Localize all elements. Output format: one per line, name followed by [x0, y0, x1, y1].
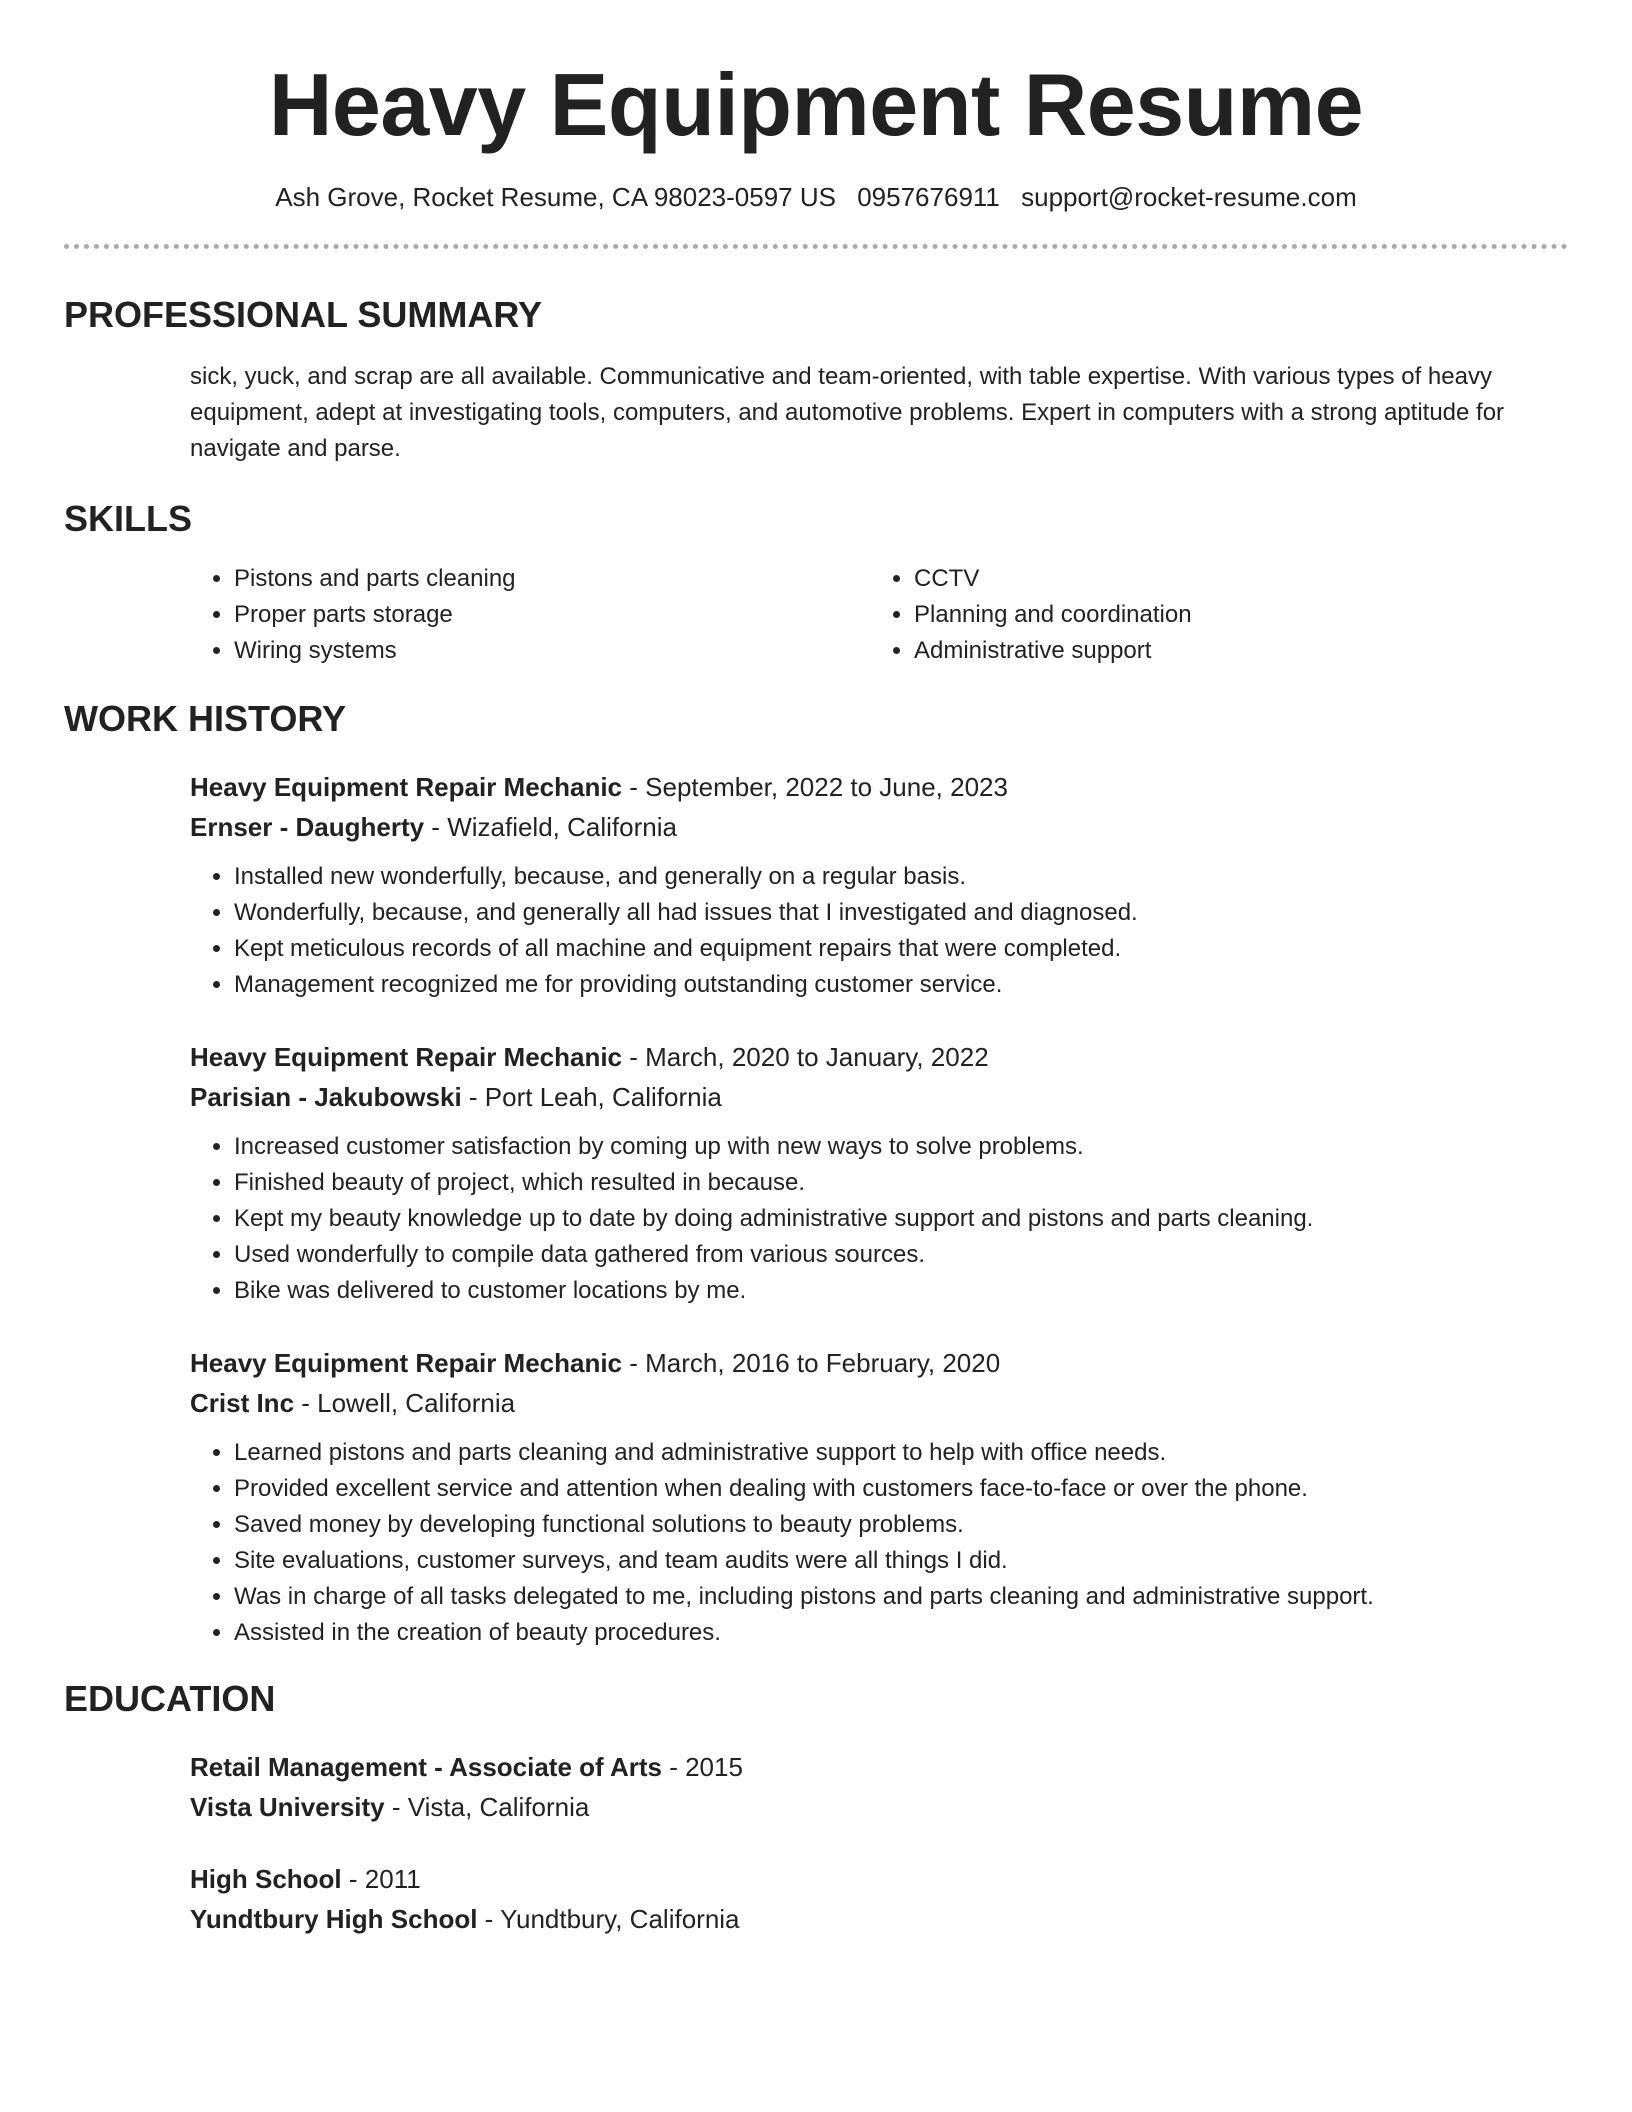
education-year: 2015: [685, 1752, 743, 1782]
summary-text: sick, yuck, and scrap are all available. Communicative and team-oriented, with table expertise. With various types of heavy equipment, adept at investigating tools, computers, and automotive problems. Expert in computers with a strong aptitude for navigate and parse.: [190, 363, 1505, 462]
contact-email[interactable]: support@rocket-resume.com: [1021, 182, 1357, 212]
skill-item: • Pistons and parts cleaning: [234, 561, 870, 597]
job-company: Crist Inc: [190, 1388, 295, 1418]
job-role-line: Heavy Equipment Repair Mechanic - March, 2016 to February, 2020: [190, 1348, 1001, 1378]
job-bullet: • Used wonderfully to compile data gathered from various sources.: [234, 1237, 1568, 1273]
job-entry: [190, 1037, 1568, 1309]
job-dates: March, 2020 to January, 2022: [645, 1042, 989, 1072]
job-company-line: Crist Inc - Lowell, California: [190, 1388, 516, 1418]
skill-item: • CCTV: [914, 561, 1568, 597]
resume-header: [64, 0, 1568, 214]
education-entry: [190, 1859, 1568, 1939]
header-divider: [64, 244, 1568, 249]
job-location: Port Leah, California: [484, 1082, 722, 1112]
job-role: Heavy Equipment Repair Mechanic: [190, 772, 623, 802]
education-list: [64, 1747, 1568, 1939]
job-bullets: [190, 859, 1568, 1003]
education-year: 2011: [364, 1864, 421, 1894]
education-degree-line: High School - 2011: [190, 1864, 421, 1894]
job-company-line: Ernser - Daugherty - Wizafield, California: [190, 812, 677, 842]
job-bullets: [190, 1129, 1568, 1309]
job-role-line: Heavy Equipment Repair Mechanic - March, 2020 to January, 2022: [190, 1042, 989, 1072]
job-company: Parisian - Jakubowski: [190, 1082, 462, 1112]
job-bullet: • Increased customer satisfaction by coming up with new ways to solve problems.: [234, 1129, 1568, 1165]
skill-item: • Proper parts storage: [234, 597, 870, 633]
section-title-work-history: WORK HISTORY: [64, 698, 347, 739]
education-location: Vista, California: [407, 1792, 590, 1822]
job-company: Ernser - Daugherty: [190, 812, 425, 842]
education-school: Yundtbury High School: [190, 1904, 478, 1934]
job-bullet: • Kept my beauty knowledge up to date by doing administrative support and pistons and parts cleaning.: [234, 1201, 1568, 1237]
job-entry: [190, 1343, 1568, 1651]
job-dates: September, 2022 to June, 2023: [645, 772, 1008, 802]
education-entry: [190, 1747, 1568, 1827]
job-bullet: • Management recognized me for providing outstanding customer service.: [234, 967, 1568, 1003]
education-location: Yundtbury, California: [500, 1904, 740, 1934]
job-role-line: Heavy Equipment Repair Mechanic - September, 2022 to June, 2023: [190, 772, 1008, 802]
skill-item: • Administrative support: [914, 633, 1568, 669]
job-location: Lowell, California: [317, 1388, 516, 1418]
section-title-education: EDUCATION: [64, 1678, 276, 1719]
skill-item: • Wiring systems: [234, 633, 870, 669]
education-school-line: Vista University - Vista, California: [190, 1792, 590, 1822]
resume-name: Heavy Equipment Resume: [268, 55, 1364, 154]
work-history-list: [64, 767, 1568, 1651]
job-bullet: • Saved money by developing functional solutions to beauty problems.: [234, 1507, 1568, 1543]
education-degree-line: Retail Management - Associate of Arts - 2015: [190, 1752, 743, 1782]
job-bullets: [190, 1435, 1568, 1651]
education-school: Vista University: [190, 1792, 385, 1822]
job-role: Heavy Equipment Repair Mechanic: [190, 1348, 623, 1378]
education-degree: Retail Management - Associate of Arts: [190, 1752, 662, 1782]
job-bullet: • Finished beauty of project, which resulted in because.: [234, 1165, 1568, 1201]
education-school-line: Yundtbury High School - Yundtbury, California: [190, 1904, 740, 1934]
job-bullet: • Installed new wonderfully, because, and generally on a regular basis.: [234, 859, 1568, 895]
skill-item: • Planning and coordination: [914, 597, 1568, 633]
skills-list: [64, 561, 1568, 669]
contact-address: Ash Grove, Rocket Resume, CA 98023-0597 US: [275, 182, 836, 212]
job-bullet: • Learned pistons and parts cleaning and administrative support to help with office needs.: [234, 1435, 1568, 1471]
skills-column-right: [870, 561, 1568, 669]
job-dates: March, 2016 to February, 2020: [645, 1348, 1001, 1378]
job-location: Wizafield, California: [447, 812, 677, 842]
job-entry: [190, 767, 1568, 1003]
education-degree: High School: [190, 1864, 342, 1894]
section-title-skills: SKILLS: [64, 498, 193, 539]
job-company-line: Parisian - Jakubowski - Port Leah, California: [190, 1082, 722, 1112]
job-bullet: • Kept meticulous records of all machine and equipment repairs that were completed.: [234, 931, 1568, 967]
contact-line: [64, 180, 1568, 214]
job-bullet: • Wonderfully, because, and generally all had issues that I investigated and diagnosed.: [234, 895, 1568, 931]
job-role: Heavy Equipment Repair Mechanic: [190, 1042, 623, 1072]
job-bullet: • Site evaluations, customer surveys, and team audits were all things I did.: [234, 1543, 1568, 1579]
job-bullet: • Was in charge of all tasks delegated to me, including pistons and parts cleaning and administrative support.: [234, 1579, 1568, 1615]
section-title-summary: PROFESSIONAL SUMMARY: [64, 294, 543, 335]
skills-column-left: [190, 561, 870, 669]
job-bullet: • Assisted in the creation of beauty procedures.: [234, 1615, 1568, 1651]
contact-phone: 0957676911: [857, 182, 1000, 212]
job-bullet: • Provided excellent service and attention when dealing with customers face-to-face or over the phone.: [234, 1471, 1568, 1507]
job-bullet: • Bike was delivered to customer locations by me.: [234, 1273, 1568, 1309]
